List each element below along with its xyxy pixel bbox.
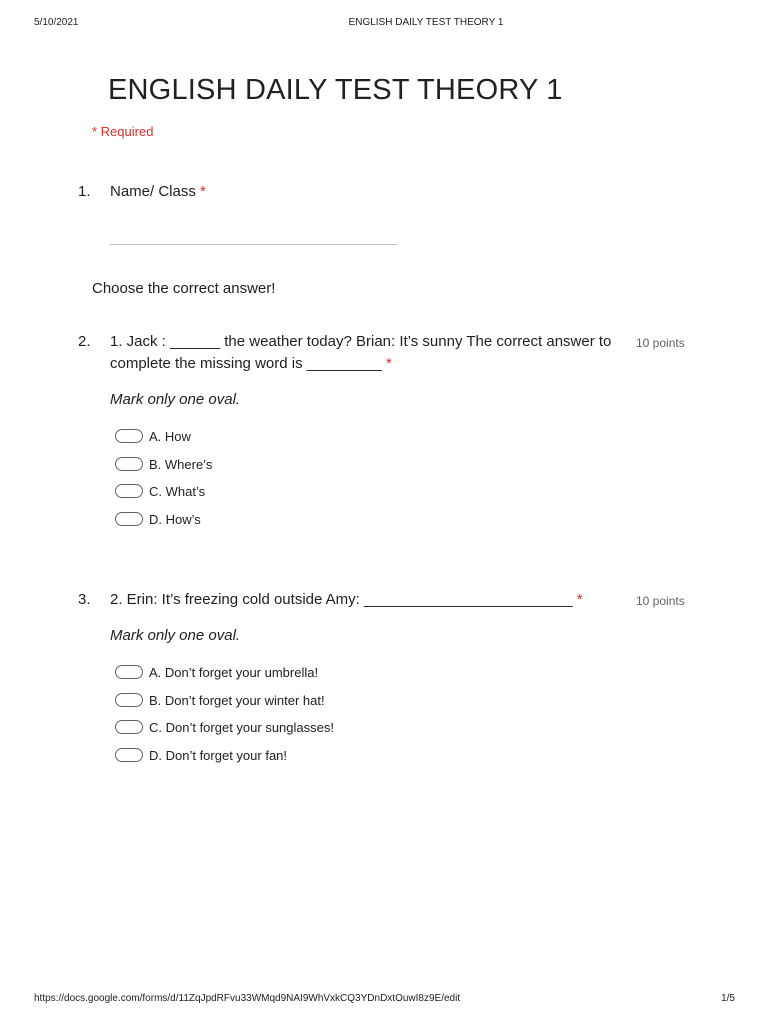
option-label: C. What’s	[149, 483, 206, 499]
radio-oval-icon[interactable]	[115, 512, 143, 526]
radio-option[interactable]	[115, 455, 212, 473]
option-label: C. Don’t forget your sunglasses!	[149, 719, 334, 735]
print-header-title: ENGLISH DAILY TEST THEORY 1	[348, 17, 504, 28]
radio-oval-icon[interactable]	[115, 720, 143, 734]
print-date: 5/10/2021	[34, 17, 79, 28]
radio-oval-icon[interactable]	[115, 457, 143, 471]
form-title: ENGLISH DAILY TEST THEORY 1	[108, 74, 563, 106]
question-label: 2. Erin: It’s freezing cold outside Amy: _________________________	[110, 591, 573, 608]
required-asterisk: *	[576, 591, 583, 608]
radio-option[interactable]	[115, 746, 287, 764]
option-label: A. Don’t forget your umbrella!	[149, 664, 319, 680]
question-text	[110, 331, 630, 375]
radio-option[interactable]	[115, 482, 205, 500]
page-number: 1/5	[721, 993, 735, 1004]
question-number: 2.	[78, 333, 91, 350]
points-label: 10 points	[636, 336, 685, 350]
radio-option[interactable]	[115, 691, 325, 709]
question-label: Name/ Class	[110, 183, 196, 200]
required-asterisk: *	[386, 355, 392, 372]
name-class-input[interactable]	[110, 244, 397, 245]
question-number: 1.	[78, 183, 91, 200]
radio-option[interactable]	[115, 663, 318, 681]
radio-oval-icon[interactable]	[115, 693, 143, 707]
question-text	[110, 181, 630, 203]
required-asterisk: *	[200, 183, 206, 200]
radio-oval-icon[interactable]	[115, 429, 143, 443]
radio-oval-icon[interactable]	[115, 484, 143, 498]
radio-option[interactable]	[115, 427, 191, 445]
question-hint: Mark only one oval.	[110, 391, 241, 408]
question-label: 1. Jack : ______ the weather today? Brian: It’s sunny The correct answer to complete the missing word is _________	[110, 333, 612, 372]
points-label: 10 points	[636, 594, 685, 608]
radio-option[interactable]	[115, 718, 334, 736]
question-hint: Mark only one oval.	[110, 627, 241, 644]
radio-oval-icon[interactable]	[115, 748, 143, 762]
radio-oval-icon[interactable]	[115, 665, 143, 679]
option-label: B. Don’t forget your winter hat!	[149, 692, 325, 708]
section-description: Choose the correct answer!	[92, 280, 276, 297]
question-number: 3.	[78, 591, 91, 608]
required-note: * Required	[92, 124, 154, 139]
question-text	[110, 589, 630, 611]
option-label: D. How’s	[149, 511, 201, 527]
option-label: B. Where’s	[149, 456, 213, 472]
option-label: A. How	[149, 428, 191, 444]
print-header	[0, 17, 768, 31]
radio-option[interactable]	[115, 510, 201, 528]
option-label: D. Don’t forget your fan!	[149, 747, 288, 763]
print-url: https://docs.google.com/forms/d/11ZqJpdRFvu33WMqd9NAI9WhVxkCQ3YDnDxtOuwI8z9E/edit	[34, 993, 461, 1004]
